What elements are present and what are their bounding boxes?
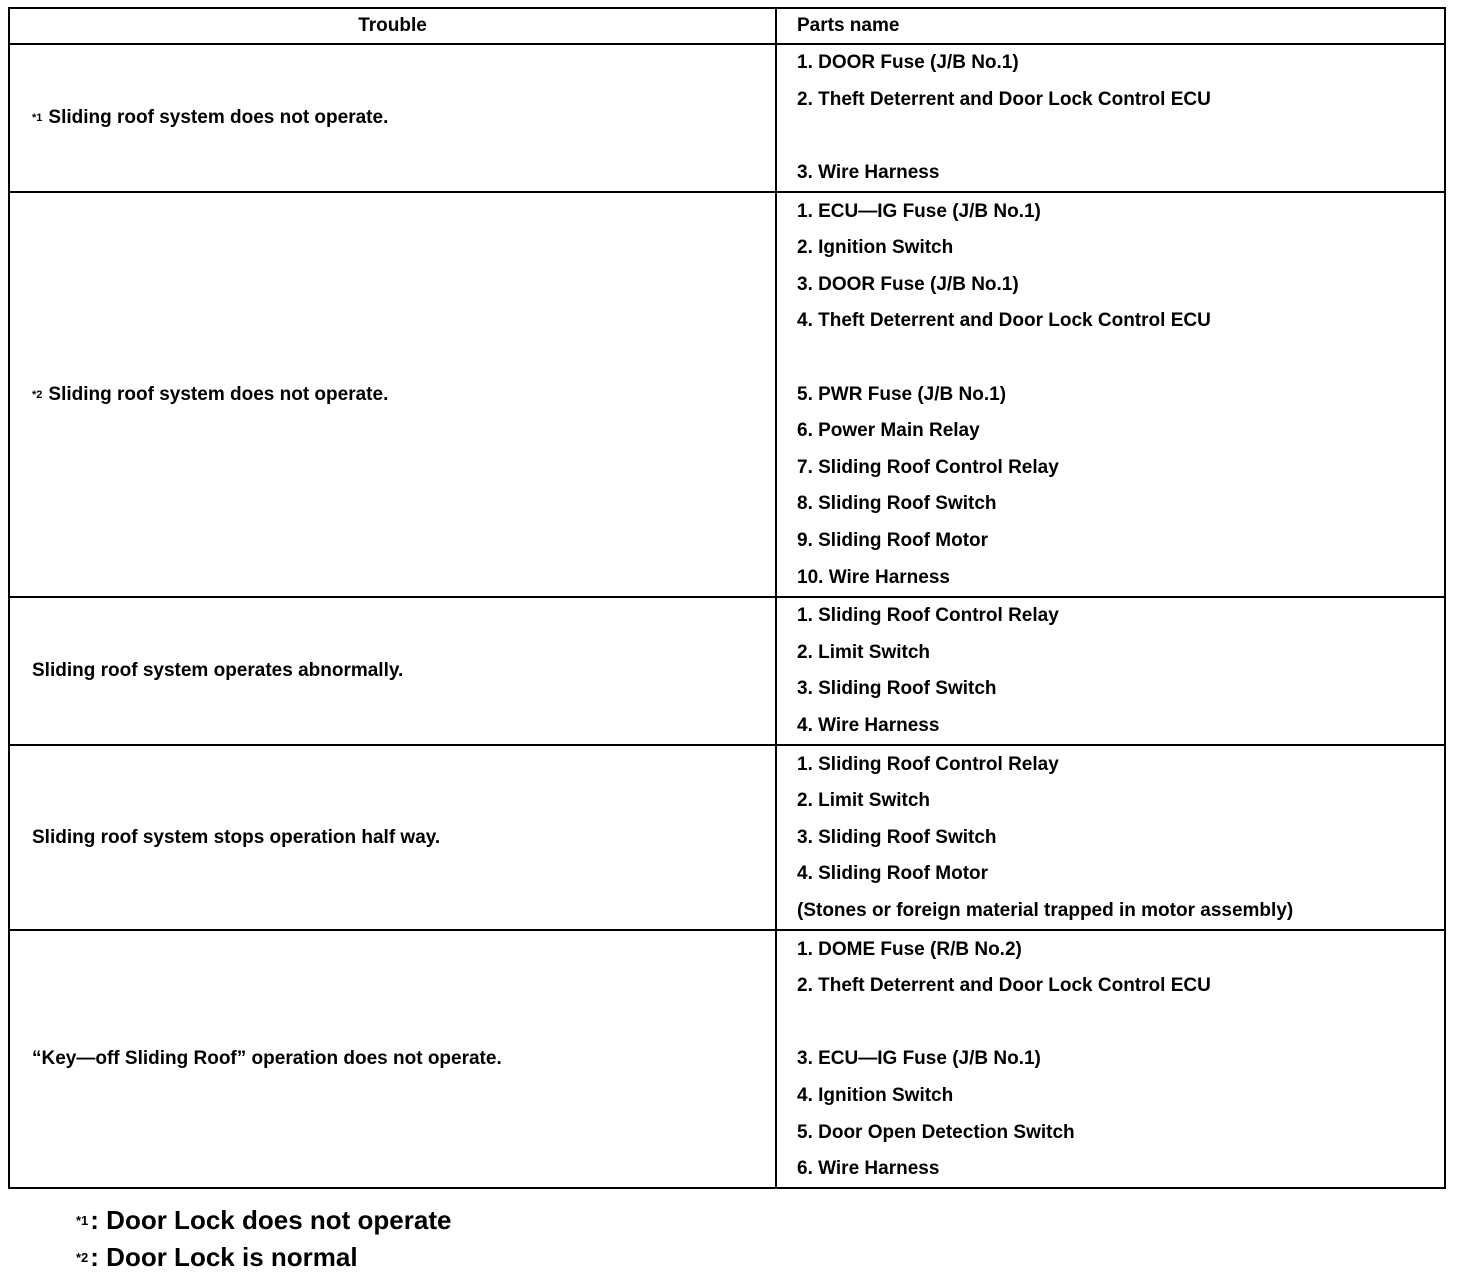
part-item: 1. Sliding Roof Control Relay: [797, 753, 1059, 775]
part-item: 1. DOOR Fuse (J/B No.1): [797, 52, 1019, 74]
trouble-parts-table: [8, 7, 1446, 1189]
parts-cell: [777, 598, 1444, 744]
footnote-text: : Door Lock does not operate: [90, 1205, 452, 1235]
part-item: 1. ECU—IG Fuse (J/B No.1): [797, 200, 1041, 222]
trouble-cell: [10, 598, 777, 744]
part-item: 2. Theft Deterrent and Door Lock Control ECU: [797, 88, 1211, 110]
trouble-cell: [10, 45, 777, 191]
part-item: 6. Wire Harness: [797, 1158, 940, 1180]
trouble-cell: [10, 193, 777, 596]
part-item: (Stones or foreign material trapped in motor assembly): [797, 899, 1294, 921]
trouble-cell: [10, 931, 777, 1187]
part-item: 1. DOME Fuse (R/B No.2): [797, 938, 1022, 960]
part-item: 4. Sliding Roof Motor: [797, 863, 989, 885]
part-item: 3. Sliding Roof Switch: [797, 678, 997, 700]
part-item: 3. Wire Harness: [797, 162, 940, 184]
table-row: [10, 598, 1444, 746]
trouble-text: “Key—off Sliding Roof” operation does not operate.: [32, 1048, 502, 1070]
footnote-mark: *2: [76, 1250, 89, 1265]
footnote-1: [76, 1202, 451, 1239]
header-parts-name: Parts name: [797, 15, 900, 36]
part-item: 2. Ignition Switch: [797, 237, 954, 259]
footnote-text: : Door Lock is normal: [90, 1242, 358, 1272]
part-item: 4. Ignition Switch: [797, 1084, 954, 1106]
parts-cell: [777, 931, 1444, 1187]
parts-cell: [777, 193, 1444, 596]
table-header: [10, 9, 1444, 45]
part-item: 1. Sliding Roof Control Relay: [797, 605, 1059, 627]
part-item: 5. Door Open Detection Switch: [797, 1121, 1075, 1143]
header-trouble: Trouble: [10, 9, 777, 43]
part-item: 10. Wire Harness: [797, 566, 950, 588]
table-row: [10, 746, 1444, 931]
part-item: 3. Sliding Roof Switch: [797, 826, 997, 848]
table-row: [10, 45, 1444, 193]
footnotes: [76, 1202, 451, 1276]
part-item: 6. Power Main Relay: [797, 420, 980, 442]
part-item: 4. Theft Deterrent and Door Lock Control ECU: [797, 310, 1211, 332]
part-item: 8. Sliding Roof Switch: [797, 493, 997, 515]
footnote-mark: *2: [32, 388, 43, 401]
trouble-text: Sliding roof system does not operate.: [48, 383, 389, 405]
table-body: [10, 45, 1444, 1187]
part-item: 7. Sliding Roof Control Relay: [797, 456, 1059, 478]
part-item: [797, 118, 1444, 155]
parts-cell: [777, 45, 1444, 191]
footnote-mark: *1: [32, 112, 43, 125]
part-item: 9. Sliding Roof Motor: [797, 530, 989, 552]
part-item: 3. DOOR Fuse (J/B No.1): [797, 273, 1019, 295]
part-item: 2. Limit Switch: [797, 641, 931, 663]
footnote-2: [76, 1239, 451, 1276]
table-row: [10, 193, 1444, 598]
part-item: 4. Wire Harness: [797, 714, 940, 736]
trouble-text: Sliding roof system does not operate.: [48, 107, 389, 129]
part-item: 2. Theft Deterrent and Door Lock Control ECU: [797, 975, 1211, 997]
part-item: [797, 1004, 1444, 1041]
part-item: 2. Limit Switch: [797, 790, 931, 812]
table-row: [10, 931, 1444, 1187]
part-item: 3. ECU—IG Fuse (J/B No.1): [797, 1048, 1041, 1070]
parts-cell: [777, 746, 1444, 929]
trouble-text: Sliding roof system stops operation half way.: [32, 826, 441, 848]
trouble-cell: [10, 746, 777, 929]
part-item: 5. PWR Fuse (J/B No.1): [797, 383, 1007, 405]
part-item: [797, 340, 1444, 377]
trouble-text: Sliding roof system operates abnormally.: [32, 660, 404, 682]
footnote-mark: *1: [76, 1213, 89, 1228]
